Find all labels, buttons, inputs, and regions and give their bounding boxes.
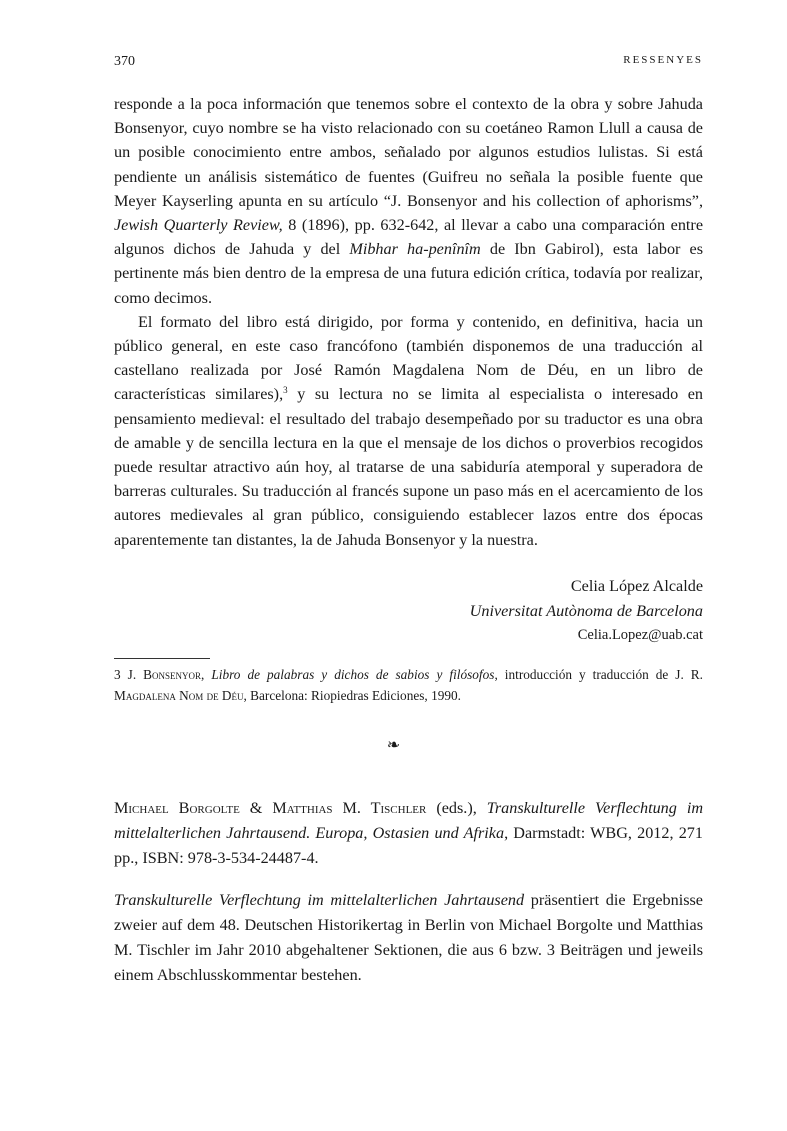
- review-citation: [114, 796, 703, 871]
- paragraph-1-text-b: 8 (1896), pp. 632-642, al llevar a cabo una comparación entre algunos dichos de Jahuda y del: [114, 216, 703, 259]
- footnote-text-a: , introducción y traducción de J. R.: [494, 667, 704, 682]
- review-body-text: präsentiert die Ergebnisse zweier auf dem 48. Deutschen Historikertag in Berlin von Michael Borgolte und Matthias M. Tischler im Jahr 2010 abgehaltener Sektionen, die aus 6 bzw. 3 Beiträgen und jeweils einem Abschlusskommentar bestehen.: [114, 891, 703, 984]
- footnote-title: Libro de palabras y dichos de sabios y filósofos: [211, 667, 495, 682]
- page-header: [114, 54, 703, 74]
- footnote-translator: Magdalena Nom de Déu: [114, 688, 244, 703]
- paragraph-1-text-c: de Ibn Gabirol), esta labor es pertinente más bien dentro de la empresa de una futura edición crítica, todavía por realizar, como decimos.: [114, 240, 704, 307]
- review-body-paragraph: [114, 888, 703, 988]
- paragraph-2: [114, 310, 703, 552]
- paragraph-2-text-b: y su lectura no se limita al especialista o interesado en pensamiento medieval: el resultado del trabajo desempeñado por su traductor es una obra de amable y de sencilla lectura en la que el mensaje de los dichos o proverbios recogidos puede resultar atractivo aún hoy, al tratarse de una sabiduría atemporal y superadora de barreras culturales. Su traducción al francés supone un paso más en el acercamiento de los autores medievales al gran público, consiguiendo establecer lazos entre dos épocas aparentemente tan distantes, la de Jahuda Bonsenyor y la nuestra.: [114, 385, 704, 549]
- citation-details: , Darmstadt: WBG, 2012, 271 pp., ISBN: 978-3-534-24487-4.: [114, 824, 703, 867]
- review-body: [114, 888, 703, 988]
- paragraph-1-text-a: responde a la poca información que tenemos sobre el contexto de la obra y sobre Jahuda Bonsenyor, cuyo nombre se ha visto relacionado con su coetáneo Ramon Llull a causa de un posible conocimiento entre ambos, señalado por algunos estudios lulistas. Si está pendiente un análisis sistemático de fuentes (Guifreu no señala la posible fuente que Meyer Kayserling apunta en su artículo “J. Bonsenyor and his collection of aphorisms”,: [114, 95, 703, 210]
- reviewer-email[interactable]: Celia.Lopez@uab.cat: [577, 627, 703, 643]
- review-text: [114, 92, 703, 552]
- footnote-reference[interactable]: 3: [283, 385, 288, 396]
- citation-editors: Michael Borgolte & Matthias M. Tischler: [114, 799, 427, 817]
- institution-text: Universitat Autònoma de Barcelona: [469, 601, 703, 620]
- section-ornament: ❧: [386, 737, 401, 754]
- running-head: RESSENYES: [623, 54, 703, 66]
- journal-title: Jewish Quarterly Review,: [114, 216, 283, 235]
- footnote-author: J. Bonsenyor,: [127, 667, 205, 682]
- paragraph-2-text-a: El formato del libro está dirigido, por forma y contenido, en definitiva, hacia un público general, en este caso francófono (también disponemos de una traducción al castellano realizada por José Ramón Magdalena Nom de Déu, en un libro de características similares),: [114, 312, 703, 404]
- review-body-title: Transkulturelle Verflechtung im mittelalterlichen Jahrtausend: [114, 891, 525, 909]
- paragraph-1: [114, 92, 703, 310]
- footnote: [114, 664, 703, 706]
- reviewer-name: Celia López Alcalde: [570, 577, 703, 595]
- footnote-divider: [114, 658, 210, 659]
- reviewer-signature: [470, 574, 703, 648]
- footnote-number: 3: [114, 667, 121, 682]
- citation-title: Transkulturelle Verflechtung im mittelalterlichen Jahrtausend. Europa, Ostasien und Afrika: [114, 799, 704, 842]
- footnote-text-b: , Barcelona: Riopiedras Ediciones, 1990.: [243, 688, 461, 703]
- citation-eds: (eds.),: [426, 799, 487, 817]
- work-title: Mibhar ha-penînîm: [349, 240, 481, 259]
- reviewer-institution: [470, 599, 703, 624]
- page-number: 370: [114, 54, 135, 69]
